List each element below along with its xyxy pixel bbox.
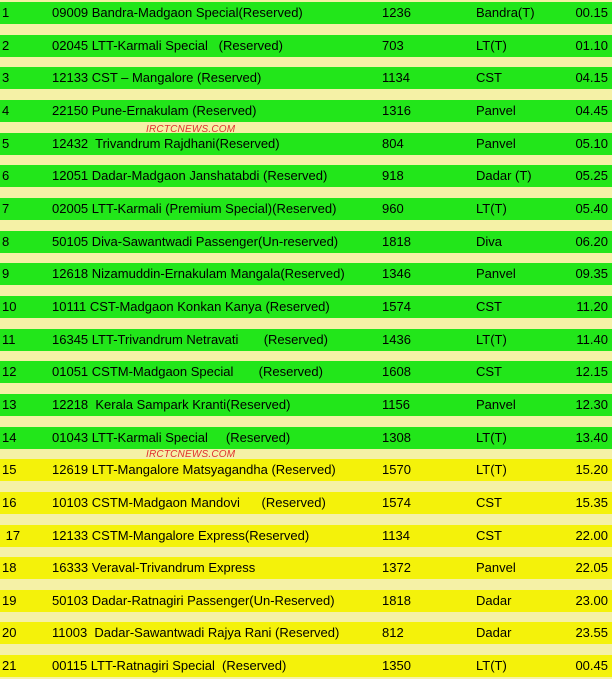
serial-number-cell: 7 [2,201,10,216]
table-row [0,590,612,612]
departure-station-cell: CST [476,70,502,85]
departure-station-cell: LT(T) [476,332,507,347]
distance-cell: 1818 [382,593,411,608]
departure-time-cell: 11.20 [576,299,608,314]
departure-station-cell: CST [476,299,502,314]
departure-time-cell: 00.45 [575,658,608,673]
departure-time-cell: 22.05 [575,560,608,575]
table-row [0,525,612,547]
table-row [0,492,612,514]
serial-number-cell: 11 [2,332,16,347]
departure-time-cell: 23.55 [575,625,608,640]
distance-cell: 1608 [382,364,411,379]
departure-station-cell: LT(T) [476,658,507,673]
distance-cell: 1574 [382,495,411,510]
departure-station-cell: Panvel [476,103,516,118]
train-name-cell: 12619 LTT-Mangalore Matsyagandha (Reserved) [52,462,336,477]
departure-station-cell: LT(T) [476,462,507,477]
table-row [0,427,612,449]
departure-station-cell: Panvel [476,397,516,412]
departure-time-cell: 05.40 [575,201,608,216]
departure-time-cell: 01.10 [575,38,608,53]
serial-number-cell: 17 [2,528,21,543]
train-name-cell: 09009 Bandra-Madgaon Special(Reserved) [52,5,303,20]
table-row [0,557,612,579]
departure-station-cell: CST [476,364,502,379]
train-name-cell: 12051 Dadar-Madgaon Janshatabdi (Reserved) [52,168,328,183]
train-name-cell: 10103 CSTM-Madgaon Mandovi (Reserved) [52,495,326,510]
distance-cell: 703 [382,38,404,53]
departure-time-cell: 09.35 [575,266,608,281]
departure-station-cell: Diva [476,234,503,249]
departure-station-cell: CST [476,495,502,510]
serial-number-cell: 15 [2,462,17,477]
distance-cell: 1156 [382,397,410,412]
serial-number-cell: 8 [2,234,10,249]
distance-cell: 1346 [382,266,411,281]
table-row [0,622,612,644]
departure-station-cell: LT(T) [476,201,507,216]
train-name-cell: 22150 Pune-Ernakulam (Reserved) [52,103,257,118]
table-row [0,361,612,383]
train-name-cell: 02045 LTT-Karmali Special (Reserved) [52,38,283,53]
table-row [0,198,612,220]
serial-number-cell: 21 [2,658,17,673]
table-row [0,67,612,89]
departure-time-cell: 15.20 [575,462,608,477]
train-name-cell: 16333 Veraval-Trivandrum Express [52,560,256,575]
serial-number-cell: 3 [2,70,10,85]
train-name-cell: 12432 Trivandrum Rajdhani(Reserved) [52,136,280,151]
departure-time-cell: 12.15 [575,364,608,379]
distance-cell: 1372 [382,560,411,575]
departure-station-cell: Panvel [476,560,516,575]
departure-station-cell: CST [476,528,502,543]
train-name-cell: 00115 LTT-Ratnagiri Special (Reserved) [52,658,287,673]
departure-station-cell: Dadar [476,625,512,640]
departure-station-cell: Bandra(T) [476,5,535,20]
watermark: IRCTCNEWS.COM [146,449,236,460]
departure-time-cell: 11.40 [576,332,608,347]
serial-number-cell: 18 [2,560,17,575]
table-row [0,133,612,155]
distance-cell: 1436 [382,332,411,347]
distance-cell: 804 [382,136,404,151]
distance-cell: 1570 [382,462,411,477]
departure-time-cell: 04.45 [575,103,608,118]
table-row [0,263,612,285]
serial-number-cell: 4 [2,103,10,118]
distance-cell: 1236 [382,5,411,20]
serial-number-cell: 9 [2,266,10,281]
train-name-cell: 01043 LTT-Karmali Special (Reserved) [52,430,291,445]
serial-number-cell: 2 [2,38,10,53]
distance-cell: 1134 [382,70,410,85]
serial-number-cell: 12 [2,364,17,379]
departure-time-cell: 12.30 [575,397,608,412]
distance-cell: 1818 [382,234,411,249]
departure-time-cell: 13.40 [575,430,608,445]
train-name-cell: 02005 LTT-Karmali (Premium Special)(Reserved) [52,201,337,216]
train-name-cell: 12133 CST – Mangalore (Reserved) [52,70,262,85]
serial-number-cell: 10 [2,299,17,314]
train-name-cell: 12618 Nizamuddin-Ernakulam Mangala(Reserved) [52,266,345,281]
departure-time-cell: 05.10 [575,136,608,151]
table-row [0,329,612,351]
departure-time-cell: 15.35 [575,495,608,510]
train-name-cell: 50105 Diva-Sawantwadi Passenger(Un-reserved) [52,234,339,249]
distance-cell: 1350 [382,658,411,673]
train-name-cell: 12133 CSTM-Mangalore Express(Reserved) [52,528,310,543]
serial-number-cell: 6 [2,168,10,183]
table-row [0,655,612,677]
table-row [0,35,612,57]
serial-number-cell: 20 [2,625,17,640]
watermark: IRCTCNEWS.COM [146,124,236,135]
table-row [0,459,612,481]
distance-cell: 1134 [382,528,410,543]
distance-cell: 1308 [382,430,411,445]
table-row [0,296,612,318]
table-row [0,165,612,187]
serial-number-cell: 13 [2,397,17,412]
departure-station-cell: Dadar (T) [476,168,532,183]
serial-number-cell: 5 [2,136,10,151]
train-name-cell: 12218 Kerala Sampark Kranti(Reserved) [52,397,291,412]
departure-station-cell: Dadar [476,593,512,608]
serial-number-cell: 19 [2,593,17,608]
departure-station-cell: Panvel [476,136,516,151]
departure-time-cell: 05.25 [575,168,608,183]
departure-time-cell: 00.15 [575,5,608,20]
table-row [0,100,612,122]
table-row [0,394,612,416]
departure-station-cell: LT(T) [476,430,507,445]
train-name-cell: 50103 Dadar-Ratnagiri Passenger(Un-Reserved) [52,593,335,608]
distance-cell: 918 [382,168,404,183]
table-row [0,2,612,24]
train-name-cell: 01051 CSTM-Madgaon Special (Reserved) [52,364,323,379]
departure-time-cell: 04.15 [575,70,608,85]
departure-station-cell: LT(T) [476,38,507,53]
distance-cell: 960 [382,201,404,216]
distance-cell: 1316 [382,103,411,118]
departure-time-cell: 23.00 [575,593,608,608]
serial-number-cell: 14 [2,430,17,445]
train-name-cell: 10111 CST-Madgaon Konkan Kanya (Reserved) [52,299,330,314]
departure-station-cell: Panvel [476,266,516,281]
train-name-cell: 11003 Dadar-Sawantwadi Rajya Rani (Reserved) [52,625,340,640]
table-row [0,231,612,253]
departure-time-cell: 06.20 [575,234,608,249]
distance-cell: 1574 [382,299,411,314]
serial-number-cell: 16 [2,495,17,510]
distance-cell: 812 [382,625,404,640]
train-name-cell: 16345 LTT-Trivandrum Netravati (Reserved) [52,332,328,347]
departure-time-cell: 22.00 [575,528,608,543]
serial-number-cell: 1 [2,5,10,20]
